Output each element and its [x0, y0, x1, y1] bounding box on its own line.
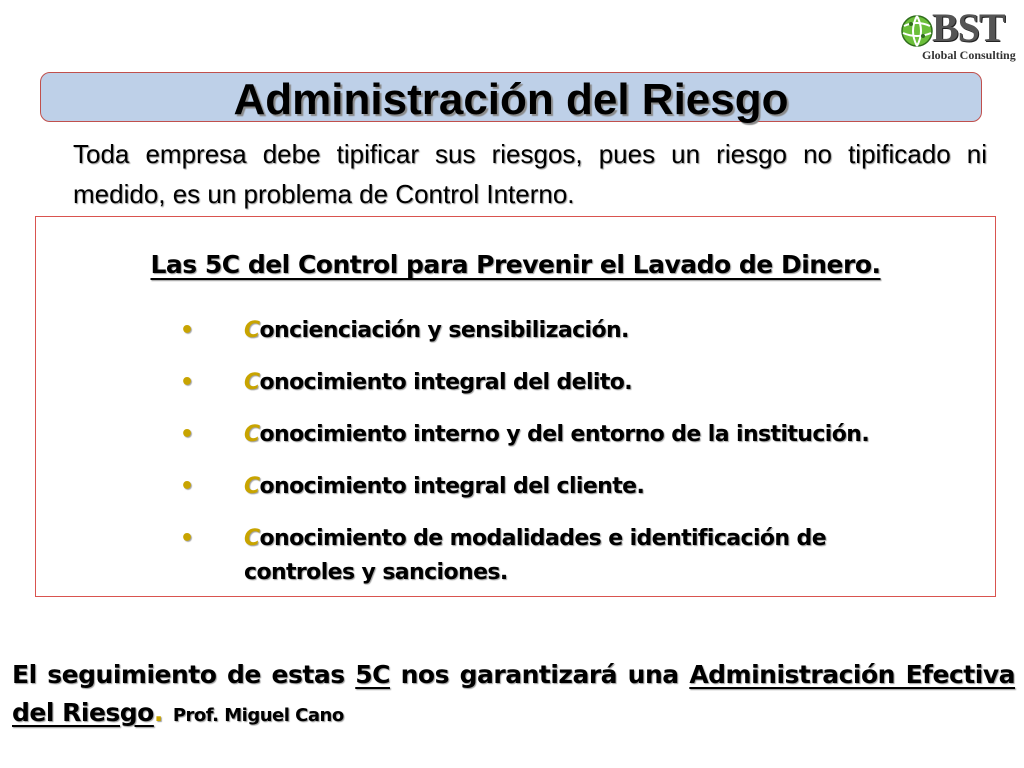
item-text: oncienciación y sensibilización. [259, 318, 629, 343]
conclusion-text: nos garantizará una [389, 660, 690, 689]
logo [898, 5, 1020, 64]
box-heading: Las 5C del Control para Prevenir el Lavado de Dinero. [150, 250, 881, 279]
five-c-list [180, 314, 940, 590]
item-initial: C [244, 370, 260, 395]
item-text: onocimiento de modalidades e identificación de controles y sanciones. [244, 526, 827, 585]
logo-text: BST [932, 5, 1005, 50]
item-initial: C [244, 474, 260, 499]
author-credit: Prof. Miguel Cano [172, 705, 344, 726]
effective-risk-highlight: Administración Efectiva del Riesgo [12, 660, 1015, 727]
item-initial: C [244, 422, 260, 447]
item-initial: C [244, 526, 260, 551]
conclusion-period: . [153, 698, 163, 727]
conclusion-paragraph [12, 656, 1015, 735]
conclusion-text: El seguimiento de estas [12, 660, 356, 689]
bullet-icon: • [180, 474, 194, 499]
five-c-highlight: 5C [355, 660, 390, 689]
list-item [180, 522, 940, 590]
bullet-icon: • [180, 318, 194, 343]
list-item [180, 470, 940, 504]
bullet-icon: • [180, 422, 194, 447]
item-initial: C [244, 318, 260, 343]
item-text: onocimiento interno y del entorno de la institución. [259, 422, 870, 447]
list-item [180, 366, 940, 400]
item-text: onocimiento integral del delito. [259, 370, 633, 395]
item-text: onocimiento integral del cliente. [259, 474, 645, 499]
bullet-icon: • [180, 370, 194, 395]
page-title: Administración del Riesgo [233, 75, 789, 124]
list-item [180, 314, 940, 348]
globe-icon [900, 14, 934, 48]
logo-subtitle: Global Consulting [922, 48, 1016, 62]
intro-paragraph: Toda empresa debe tipificar sus riesgos, pues un riesgo no tipificado ni medido, es un problema de Control Interno. [73, 139, 987, 209]
list-item [180, 418, 940, 452]
bullet-icon: • [180, 526, 194, 551]
